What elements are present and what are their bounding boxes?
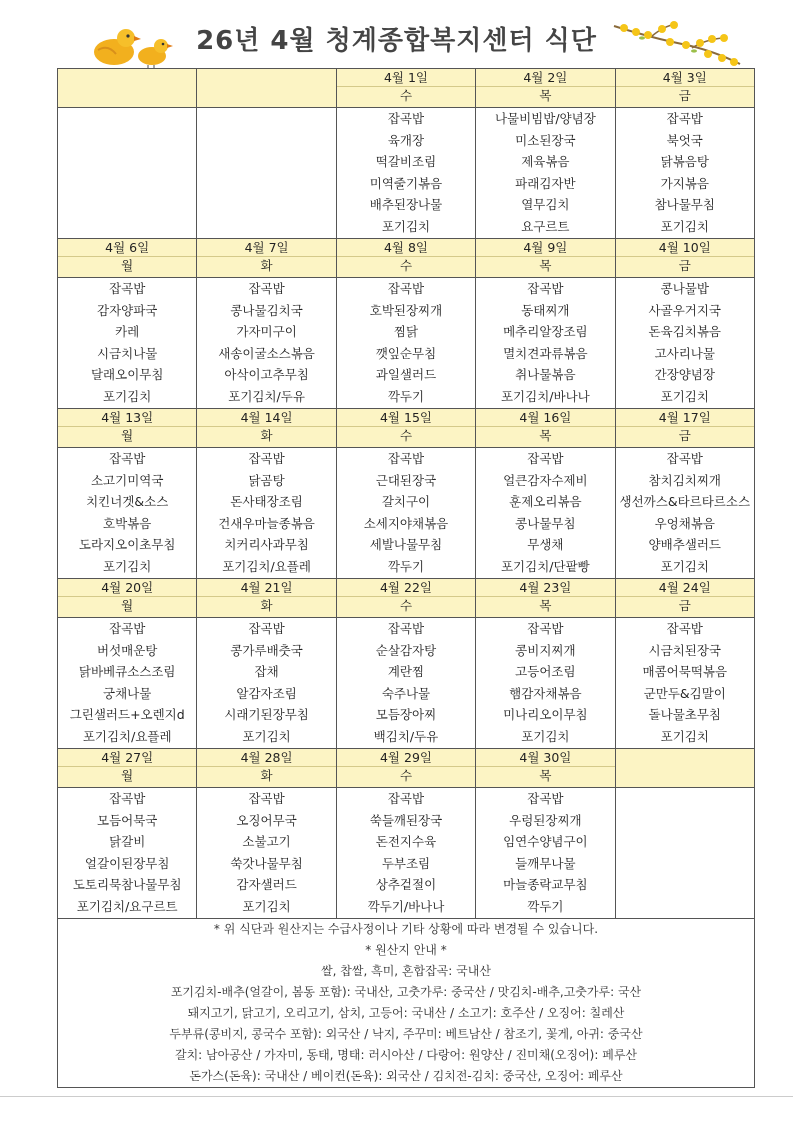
day-menu-cell: [476, 788, 615, 919]
origin-notes: [58, 919, 755, 1088]
menu-item: 잡곡밥: [248, 621, 285, 636]
day-header: [197, 579, 336, 618]
menu-item: 호박볶음: [103, 515, 152, 531]
day-menu-cell: [336, 448, 475, 579]
day-date: 4월 10일: [616, 239, 754, 257]
menu-item: 동태찌개: [521, 302, 570, 318]
menu-item: 깍두기: [387, 558, 425, 574]
menu-item: 잡곡밥: [248, 281, 285, 296]
day-menu-cell: [197, 448, 336, 579]
menu-item: 간장양념장: [654, 367, 715, 382]
menu-item: 백김치/두유: [373, 728, 439, 744]
menu-item: 포기김치: [521, 728, 570, 744]
day-weekday: 금: [678, 88, 691, 103]
menu-item: 돈전지수육: [375, 834, 437, 849]
menu-item: 갈치구이: [381, 494, 431, 509]
menu-item: 햄감자채볶음: [509, 685, 582, 701]
menu-row: [58, 788, 755, 919]
day-menu-cell: [58, 278, 197, 409]
day-menu-cell: [58, 618, 197, 749]
day-header: [197, 239, 336, 278]
day-weekday: 목: [539, 88, 552, 103]
menu-item: 알감자조림: [236, 685, 297, 701]
menu-item: 참나물무침: [654, 197, 715, 212]
menu-item: 상추겉절이: [375, 877, 437, 892]
day-header: [58, 579, 197, 618]
menu-item: 포기김치: [103, 558, 152, 574]
menu-item: 군만두&김말이: [643, 685, 726, 701]
menu-item: 잡곡밥: [387, 111, 425, 126]
day-menu-cell: [476, 448, 615, 579]
menu-item: 잡곡밥: [666, 451, 703, 466]
menu-item: 숙주나물: [381, 685, 431, 701]
day-date: 4월 15일: [337, 409, 475, 427]
menu-item: 파래김자반: [515, 175, 576, 191]
menu-item: 매콤어묵떡볶음: [642, 664, 728, 679]
menu-item: 포기김치: [660, 728, 709, 744]
menu-item: 시래기된장무침: [224, 707, 309, 722]
date-header-row: [58, 579, 755, 618]
forsythia-branch-illustration: [612, 18, 742, 68]
note-line: 두부류(콩비지, 콩국수 포함): 외국산 / 낙지, 주꾸미: 베트남산 / 참조기, 꽃게, 아귀: 중국산: [169, 1027, 643, 1041]
menu-item: 포기김치: [103, 388, 152, 404]
menu-item: 오징어무국: [236, 812, 297, 828]
day-date: 4월 23일: [476, 579, 614, 597]
day-menu-cell: [197, 108, 336, 239]
menu-item: 잡곡밥: [527, 281, 564, 296]
note-line: 갈치: 남아공산 / 가자미, 동태, 명태: 러시아산 / 다랑어: 원양산 / 진미채(오징어): 페루산: [174, 1048, 637, 1062]
menu-item: 건새우마늘종볶음: [218, 515, 315, 531]
menu-item: 육개장: [387, 132, 425, 148]
day-weekday: 수: [399, 598, 413, 613]
menu-item: 새송이굴소스볶음: [218, 345, 315, 361]
menu-item: 잡곡밥: [248, 791, 285, 806]
day-date: 4월 28일: [197, 749, 335, 767]
day-weekday: 화: [260, 768, 273, 783]
menu-item: 사골우거지국: [648, 302, 721, 318]
menu-item: 세발나물무침: [369, 537, 443, 552]
menu-item: 생선까스&타르타르소스: [619, 494, 751, 509]
menu-item: 깻잎순무침: [375, 345, 437, 361]
menu-item: 돈사태장조림: [230, 494, 303, 509]
day-weekday: 월: [121, 428, 134, 443]
day-header: [476, 409, 615, 448]
menu-item: 잡곡밥: [666, 621, 703, 636]
menu-item: 소세지야채볶음: [363, 515, 449, 531]
menu-item: 닭볶음탕: [660, 154, 709, 169]
menu-item: 잡채: [254, 664, 279, 679]
day-date: 4월 6일: [58, 239, 196, 257]
day-menu-cell: [615, 448, 754, 579]
day-weekday: 목: [539, 598, 552, 613]
day-header: [615, 69, 754, 108]
menu-item: 포기김치: [660, 388, 709, 404]
date-header-row: [58, 409, 755, 448]
day-menu-cell: [615, 108, 754, 239]
menu-item: 닭갈비: [109, 834, 146, 849]
day-menu-cell: [476, 278, 615, 409]
day-menu-cell: [197, 278, 336, 409]
day-weekday: 화: [260, 428, 273, 443]
menu-item: 치커리사과무침: [224, 537, 309, 552]
menu-item: 콩비지찌개: [515, 642, 576, 658]
footer-divider: [0, 1096, 793, 1097]
menu-item: 포기김치/요플레: [82, 728, 172, 744]
day-date: 4월 16일: [476, 409, 614, 427]
menu-item: 고등어조림: [515, 664, 576, 679]
menu-item: 잡곡밥: [248, 451, 285, 466]
notes-row: [58, 919, 755, 1088]
day-date: 4월 13일: [58, 409, 196, 427]
menu-item: 가자미구이: [236, 324, 297, 339]
day-date: 4월 20일: [58, 579, 196, 597]
menu-item: 잡곡밥: [109, 451, 146, 466]
day-date: 4월 27일: [58, 749, 196, 767]
menu-item: 잡곡밥: [109, 791, 146, 806]
menu-item: 무생채: [527, 537, 564, 552]
day-date: 4월 1일: [337, 69, 475, 87]
note-line: 돼지고기, 닭고기, 오리고기, 삼치, 고등어: 국내산 / 소고기: 호주산 / 오징어: 칠레산: [187, 1006, 625, 1020]
day-header: [476, 69, 615, 108]
menu-item: 포기김치/두유: [228, 388, 305, 404]
menu-item: 포기김치: [660, 218, 709, 234]
menu-row: [58, 448, 755, 579]
date-header-row: [58, 239, 755, 278]
menu-item: 깍두기/바나나: [367, 898, 445, 914]
menu-item: 잡곡밥: [109, 281, 146, 296]
menu-item: 카레: [115, 324, 140, 339]
day-header: [58, 749, 197, 788]
day-menu-cell: [197, 788, 336, 919]
day-date: 4월 14일: [197, 409, 335, 427]
day-weekday: 금: [678, 258, 691, 273]
menu-item: 쑥갓나물무침: [230, 855, 303, 871]
menu-item: 잡곡밥: [387, 281, 425, 296]
menu-item: 버섯매운탕: [97, 642, 158, 658]
day-weekday: 금: [678, 598, 691, 613]
menu-item: 콩나물밥: [660, 281, 709, 296]
page-title: 26년 4월 청계종합복지센터 식단: [196, 26, 597, 56]
day-weekday: 월: [121, 598, 134, 613]
day-menu-cell: [336, 788, 475, 919]
date-header-row: [58, 69, 755, 108]
menu-item: 호박된장찌개: [369, 302, 443, 318]
menu-item: 모듬장아찌: [375, 707, 437, 722]
menu-item: 포기김치/요구르트: [76, 898, 178, 914]
menu-item: 감자샐러드: [236, 877, 297, 892]
day-header: [197, 749, 336, 788]
day-header: [336, 579, 475, 618]
menu-item: 북엇국: [666, 132, 703, 148]
day-date: 4월 7일: [197, 239, 335, 257]
day-weekday: 화: [260, 258, 273, 273]
menu-item: 깍두기: [527, 898, 564, 914]
menu-item: 순살감자탕: [375, 642, 437, 658]
day-weekday: 월: [121, 768, 134, 783]
menu-item: 미소된장국: [515, 132, 576, 148]
menu-item: 콩가루배춧국: [230, 642, 303, 658]
day-header: [476, 749, 615, 788]
menu-item: 감자양파국: [97, 302, 158, 318]
menu-item: 훈제오리볶음: [509, 494, 582, 509]
day-menu-cell: [58, 108, 197, 239]
date-header-row: [58, 749, 755, 788]
day-menu-cell: [336, 278, 475, 409]
menu-item: 포기김치: [381, 218, 431, 234]
menu-item: 콩나물무침: [515, 515, 576, 531]
menu-item: 잡곡밥: [527, 451, 564, 466]
menu-item: 포기김치: [242, 898, 291, 914]
menu-item: 돌나물초무침: [648, 707, 721, 722]
menu-item: 과일샐러드: [375, 367, 437, 382]
day-header: [615, 749, 754, 788]
day-weekday: 금: [678, 428, 691, 443]
menu-item: 마늘종락교무침: [503, 877, 588, 892]
menu-item: 닭곰탕: [248, 472, 285, 488]
menu-item: 참치김치찌개: [648, 472, 721, 488]
menu-item: 미역줄기볶음: [369, 175, 443, 191]
menu-item: 포기김치/단팥빵: [500, 558, 590, 574]
day-menu-cell: [476, 618, 615, 749]
menu-item: 계란찜: [387, 664, 425, 679]
menu-item: 잡곡밥: [666, 111, 703, 126]
menu-item: 잡곡밥: [387, 451, 425, 466]
day-weekday: 수: [399, 88, 413, 103]
menu-row: [58, 278, 755, 409]
menu-item: 두부조림: [381, 855, 431, 871]
day-header: [476, 579, 615, 618]
day-header: [336, 409, 475, 448]
menu-item: 달래오이무침: [90, 367, 164, 382]
day-weekday: 수: [399, 768, 413, 783]
menu-item: 포기김치/바나나: [500, 388, 590, 404]
menu-item: 찜닭: [393, 324, 419, 339]
day-header: [476, 239, 615, 278]
menu-item: 포기김치: [660, 558, 709, 574]
day-menu-cell: [58, 788, 197, 919]
day-menu-cell: [615, 278, 754, 409]
menu-item: 가지볶음: [660, 175, 709, 191]
day-weekday: 화: [260, 598, 273, 613]
menu-item: 깍두기: [387, 388, 425, 404]
day-date: 4월 30일: [476, 749, 614, 767]
menu-item: 멸치견과류볶음: [503, 345, 588, 361]
menu-item: 닭바베큐소스조림: [78, 664, 176, 679]
day-header: [197, 69, 336, 108]
menu-item: 콩나물김치국: [230, 302, 303, 318]
menu-item: 그린샐러드+오렌지d: [69, 707, 185, 722]
menu-item: 잡곡밥: [109, 621, 146, 636]
note-line: * 위 식단과 원산지는 수급사정이나 기타 상황에 따라 변경될 수 있습니다.: [213, 922, 599, 936]
day-date: 4월 22일: [337, 579, 475, 597]
day-weekday: 목: [539, 258, 552, 273]
day-date: 4월 24일: [616, 579, 754, 597]
menu-item: 고사리나물: [654, 345, 715, 361]
day-header: [58, 409, 197, 448]
menu-item: 열무김치: [521, 197, 570, 212]
menu-row: [58, 108, 755, 239]
day-header: [615, 409, 754, 448]
day-header: [336, 69, 475, 108]
menu-item: 궁채나물: [103, 685, 152, 701]
menu-item: 잡곡밥: [387, 791, 425, 806]
day-header: [615, 579, 754, 618]
note-line: * 원산지 안내 *: [365, 943, 447, 957]
day-date: 4월 8일: [337, 239, 475, 257]
menu-item: 떡갈비조림: [375, 154, 437, 169]
menu-item: 소고기미역국: [90, 472, 164, 488]
menu-item: 배추된장나물: [369, 197, 443, 212]
menu-item: 얼갈이된장무침: [84, 855, 170, 871]
menu-item: 포기김치/요플레: [222, 558, 311, 574]
note-line: 돈가스(돈육): 국내산 / 베이컨(돈육): 외국산 / 김치전-김치: 중국산, 오징어: 페루산: [189, 1069, 623, 1083]
day-date: 4월 29일: [337, 749, 475, 767]
day-menu-cell: [336, 618, 475, 749]
day-menu-cell: [336, 108, 475, 239]
day-menu-cell: [615, 788, 754, 919]
day-weekday: 목: [539, 428, 552, 443]
menu-item: 요구르트: [521, 218, 570, 234]
menu-item: 얼큰감자수제비: [503, 472, 588, 488]
menu-item: 임연수양념구이: [503, 834, 588, 849]
menu-item: 쑥들깨된장국: [369, 812, 443, 828]
menu-item: 돈육김치볶음: [648, 324, 721, 339]
note-line: 포기김치-배추(얼갈이, 봄동 포함): 국내산, 고춧가루: 중국산 / 맛김치-배추,고춧가루: 국산: [170, 985, 642, 999]
menu-item: 치킨너겟&소스: [86, 494, 169, 509]
menu-item: 시금치된장국: [648, 642, 721, 658]
menu-item: 잡곡밥: [387, 621, 425, 636]
day-weekday: 수: [399, 428, 413, 443]
menu-item: 나물비빔밥/양념장: [494, 111, 596, 126]
day-header: [197, 409, 336, 448]
day-weekday: 목: [539, 768, 552, 783]
day-menu-cell: [197, 618, 336, 749]
day-weekday: 수: [399, 258, 413, 273]
day-weekday: 월: [121, 258, 134, 273]
day-date: 4월 17일: [616, 409, 754, 427]
day-menu-cell: [615, 618, 754, 749]
menu-item: 미나리오이무침: [503, 707, 588, 722]
menu-item: 메추리알장조림: [503, 324, 588, 339]
day-date: 4월 2일: [476, 69, 614, 87]
note-line: 쌀, 찹쌀, 흑미, 혼합잡곡: 국내산: [321, 964, 491, 978]
day-header: [336, 239, 475, 278]
day-menu-cell: [58, 448, 197, 579]
menu-row: [58, 618, 755, 749]
menu-item: 들깨무나물: [515, 855, 576, 871]
day-header: [58, 239, 197, 278]
menu-item: 포기김치: [242, 728, 291, 744]
day-date: 4월 9일: [476, 239, 614, 257]
menu-item: 도토리묵참나물무침: [72, 877, 182, 892]
day-header: [58, 69, 197, 108]
menu-item: 취나물볶음: [515, 367, 576, 382]
menu-item: 잡곡밥: [527, 791, 564, 806]
menu-item: 아삭이고추무침: [224, 367, 309, 382]
menu-item: 모듬어묵국: [97, 812, 158, 828]
menu-item: 도라지오이초무침: [78, 537, 176, 552]
menu-item: 잡곡밥: [527, 621, 564, 636]
day-header: [615, 239, 754, 278]
menu-item: 소불고기: [242, 834, 291, 849]
menu-item: 근대된장국: [375, 472, 437, 488]
menu-item: 우엉채볶음: [654, 515, 715, 531]
menu-item: 양배추샐러드: [648, 537, 721, 552]
menu-item: 시금치나물: [97, 345, 158, 361]
day-date: 4월 21일: [197, 579, 335, 597]
day-menu-cell: [476, 108, 615, 239]
menu-item: 우렁된장찌개: [509, 812, 582, 828]
menu-item: 제육볶음: [521, 154, 570, 169]
day-header: [336, 749, 475, 788]
menu-table: [57, 68, 755, 1088]
day-date: 4월 3일: [616, 69, 754, 87]
